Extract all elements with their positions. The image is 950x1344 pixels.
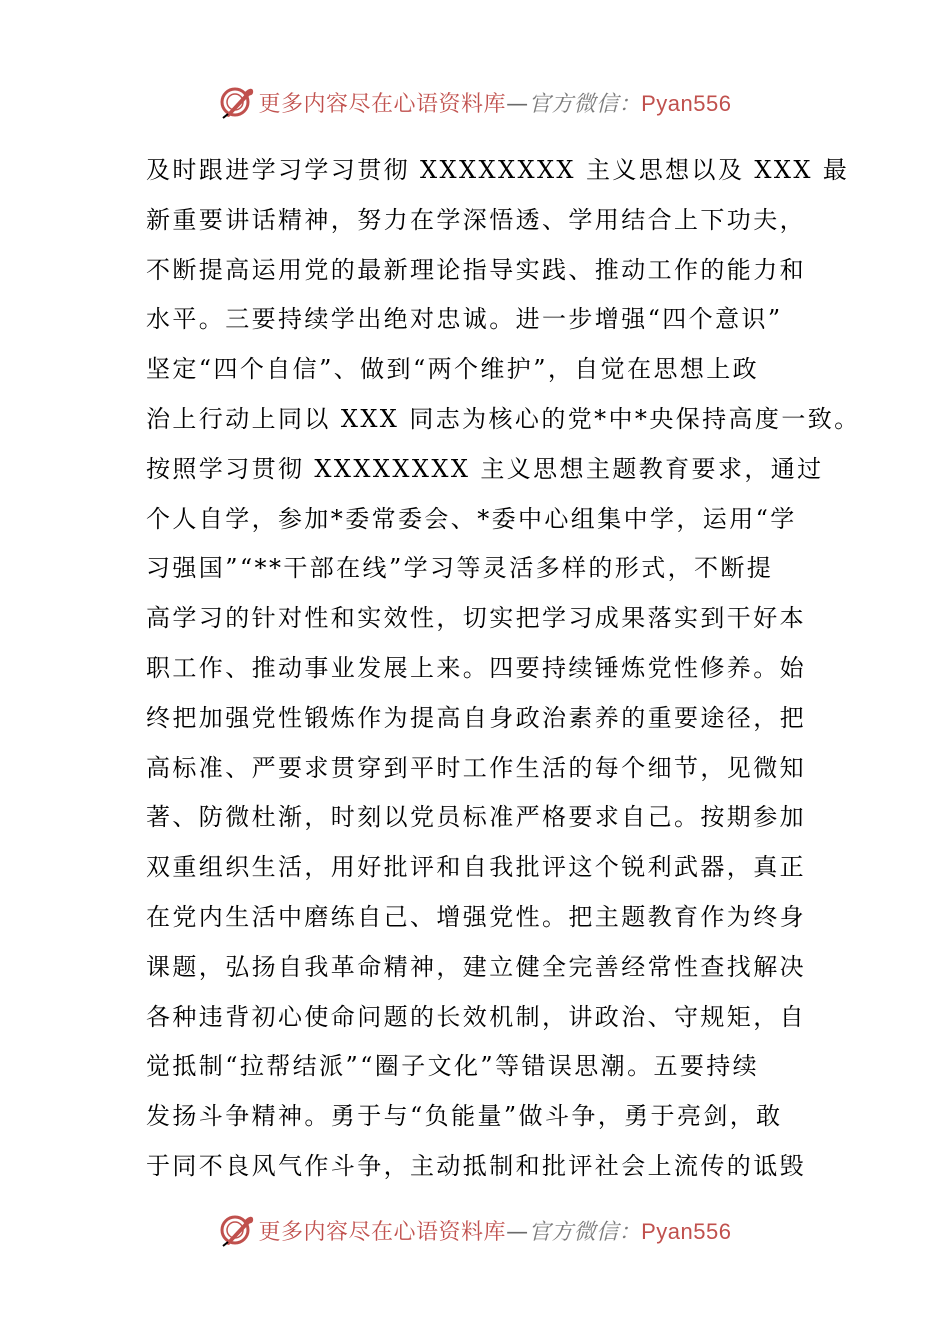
header-label: 官方微信： — [528, 91, 642, 117]
body-line: 著、防微杜渐，时刻以党员标准严格要求自己。按期参加 — [146, 803, 806, 832]
body-line: 双重组织生活，用好批评和自我批评这个锐利武器，真正 — [146, 853, 806, 882]
footer-label: 官方微信： — [528, 1219, 642, 1245]
header-banner — [0, 82, 950, 122]
header-text — [259, 87, 732, 118]
footer-wechat-id: Pyan556 — [641, 1218, 732, 1244]
body-line: 不断提高运用党的最新理论指导实践、推动工作的能力和 — [146, 255, 806, 284]
body-line: 坚定“四个自信”、做到“两个维护”，自觉在思想上政 — [146, 355, 760, 384]
body-line: 按照学习贯彻 XXXXXXXX 主义思想主题教育要求，通过 — [146, 454, 824, 483]
body-line: 水平。三要持续学出绝对忠诚。进一步增强“四个意识” — [146, 305, 783, 334]
footer-brand: 更多内容尽在心语资料库 — [258, 1219, 507, 1245]
body-line: 个人自学，参加*委常委会、*委中心组集中学，运用“学 — [146, 504, 797, 533]
body-line: 新重要讲话精神，努力在学深悟透、学用结合上下功夫， — [146, 205, 806, 234]
body-line: 治上行动上同以 XXX 同志为核心的党*中*央保持高度一致。 — [146, 404, 861, 433]
quill-pen-logo-icon — [219, 84, 255, 120]
body-line: 于同不良风气作斗争，主动抵制和批评社会上流传的诋毁 — [146, 1151, 806, 1180]
body-line: 终把加强党性锻炼作为提高自身政治素养的重要途径，把 — [146, 703, 806, 732]
header-wechat-id: Pyan556 — [641, 90, 732, 116]
header-dash: — — [506, 91, 529, 117]
document-body — [146, 146, 861, 1192]
footer-text — [259, 1215, 732, 1246]
body-line: 高标准、严要求贯穿到平时工作生活的每个细节，见微知 — [146, 753, 806, 782]
body-line: 及时跟进学习学习贯彻 XXXXXXXX 主义思想以及 XXX 最 — [146, 156, 850, 184]
body-line: 觉抵制“拉帮结派”“圈子文化”等错误思潮。五要持续 — [146, 1052, 760, 1081]
header-brand: 更多内容尽在心语资料库 — [258, 91, 507, 117]
body-line: 职工作、推动事业发展上来。四要持续锤炼党性修养。始 — [146, 653, 806, 682]
body-line: 课题，弘扬自我革命精神，建立健全完善经常性查找解决 — [146, 952, 806, 981]
body-line: 在党内生活中磨练自己、增强党性。把主题教育作为终身 — [146, 902, 806, 931]
footer-dash: — — [506, 1219, 529, 1245]
body-line: 高学习的针对性和实效性，切实把学习成果落实到干好本 — [146, 604, 806, 633]
quill-pen-logo-icon — [219, 1212, 255, 1248]
footer-banner — [0, 1210, 950, 1250]
body-line: 习强国”“**干部在线”学习等灵活多样的形式，不断提 — [146, 554, 774, 583]
body-line: 发扬斗争精神。勇于与“负能量”做斗争，勇于亮剑，敢 — [146, 1102, 783, 1131]
body-line: 各种违背初心使命问题的长效机制，讲政治、守规矩，自 — [146, 1002, 806, 1031]
